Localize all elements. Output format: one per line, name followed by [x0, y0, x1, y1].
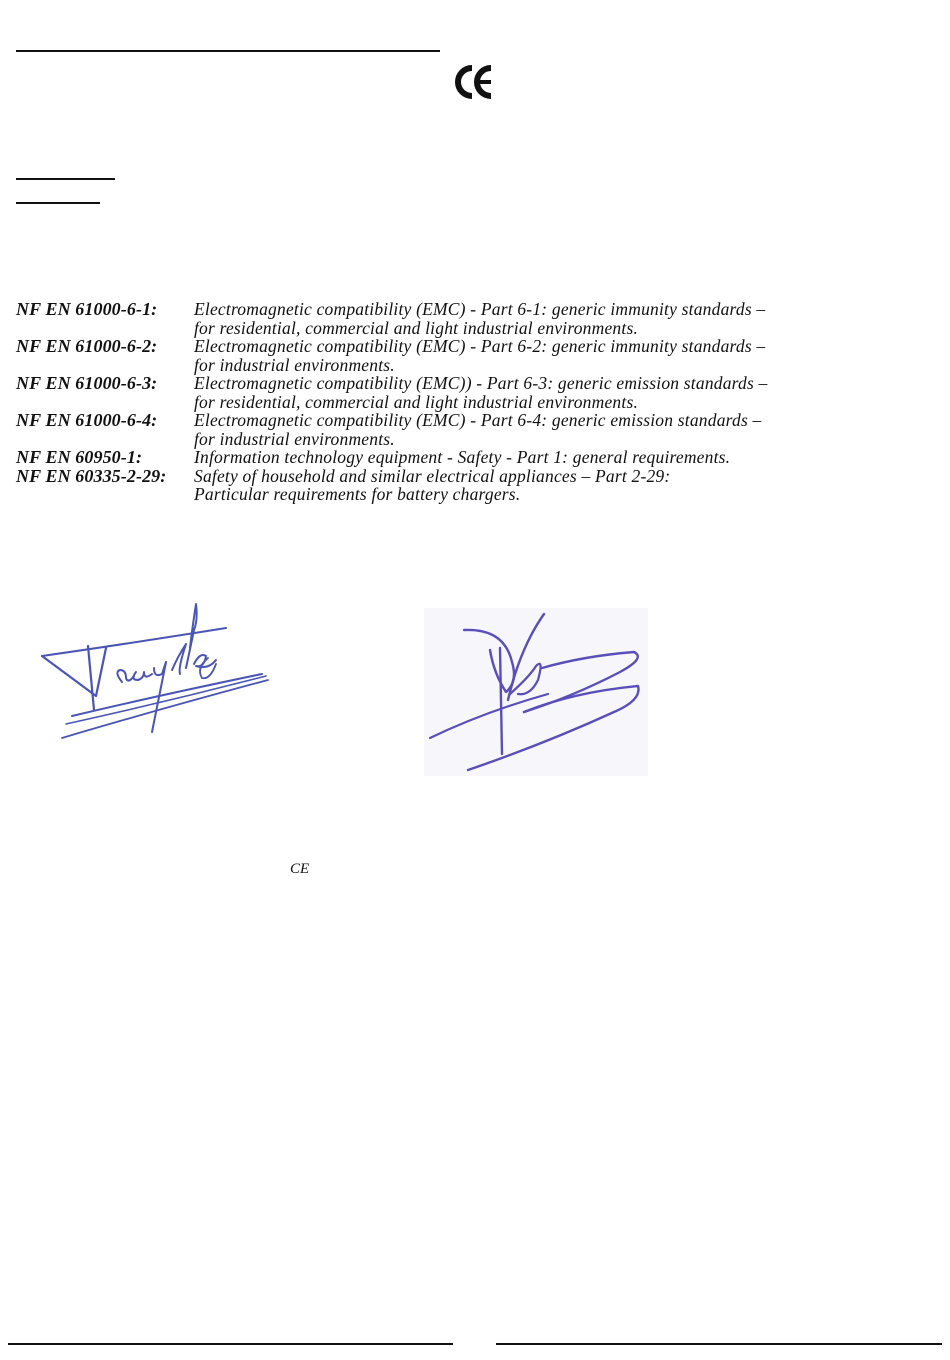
standard-description: [194, 411, 761, 448]
bottom-rule-right: [496, 1343, 942, 1345]
standard-code: NF EN 61000-6-4:: [16, 410, 158, 430]
description-line: Particular requirements for battery chargers.: [194, 484, 521, 504]
standard-description: [194, 467, 670, 504]
bottom-rule-left: [8, 1343, 453, 1345]
standard-description: [194, 300, 765, 337]
standard-row: [16, 411, 896, 448]
signature-right-icon: [424, 608, 648, 776]
description-line: Electromagnetic compatibility (EMC)) - Part 6-3: generic emission standards –: [194, 373, 768, 393]
description-line: Electromagnetic compatibility (EMC) - Part 6-1: generic immunity standards –: [194, 299, 766, 319]
ce-mark-icon: [453, 62, 497, 102]
standard-row: [16, 467, 896, 504]
description-line: Information technology equipment - Safety - Part 1: general requirements.: [194, 447, 731, 467]
short-rule-1: [16, 178, 115, 180]
standard-row: [16, 337, 896, 374]
standard-description: [194, 337, 765, 374]
standard-code: NF EN 61000-6-1:: [16, 299, 158, 319]
standard-code: NF EN 61000-6-2:: [16, 336, 158, 356]
top-title-rule: [16, 50, 440, 52]
description-line: for residential, commercial and light industrial environments.: [194, 317, 639, 338]
short-rule-2: [16, 202, 100, 204]
description-line: Electromagnetic compatibility (EMC) - Part 6-2: generic immunity standards –: [194, 336, 766, 356]
ce-caption: CE: [290, 861, 310, 877]
description-line: Electromagnetic compatibility (EMC) - Part 6-4: generic emission standards –: [194, 410, 762, 430]
standard-code: NF EN 60335-2-29:: [16, 465, 167, 486]
standard-row: [16, 448, 896, 467]
description-line: for residential, commercial and light industrial environments.: [194, 391, 639, 412]
standard-row: [16, 300, 896, 337]
standard-row: [16, 374, 896, 411]
standard-code: NF EN 60950-1:: [16, 447, 143, 467]
standard-description: [194, 448, 730, 467]
standard-description: [194, 374, 768, 411]
standard-code: NF EN 61000-6-3:: [16, 373, 158, 393]
signature-left-icon: [36, 598, 272, 744]
description-line: for industrial environments.: [194, 354, 395, 375]
standards-list: [16, 300, 896, 504]
description-line: for industrial environments.: [194, 428, 395, 449]
description-line: Safety of household and similar electrical appliances – Part 2-29:: [194, 465, 671, 486]
